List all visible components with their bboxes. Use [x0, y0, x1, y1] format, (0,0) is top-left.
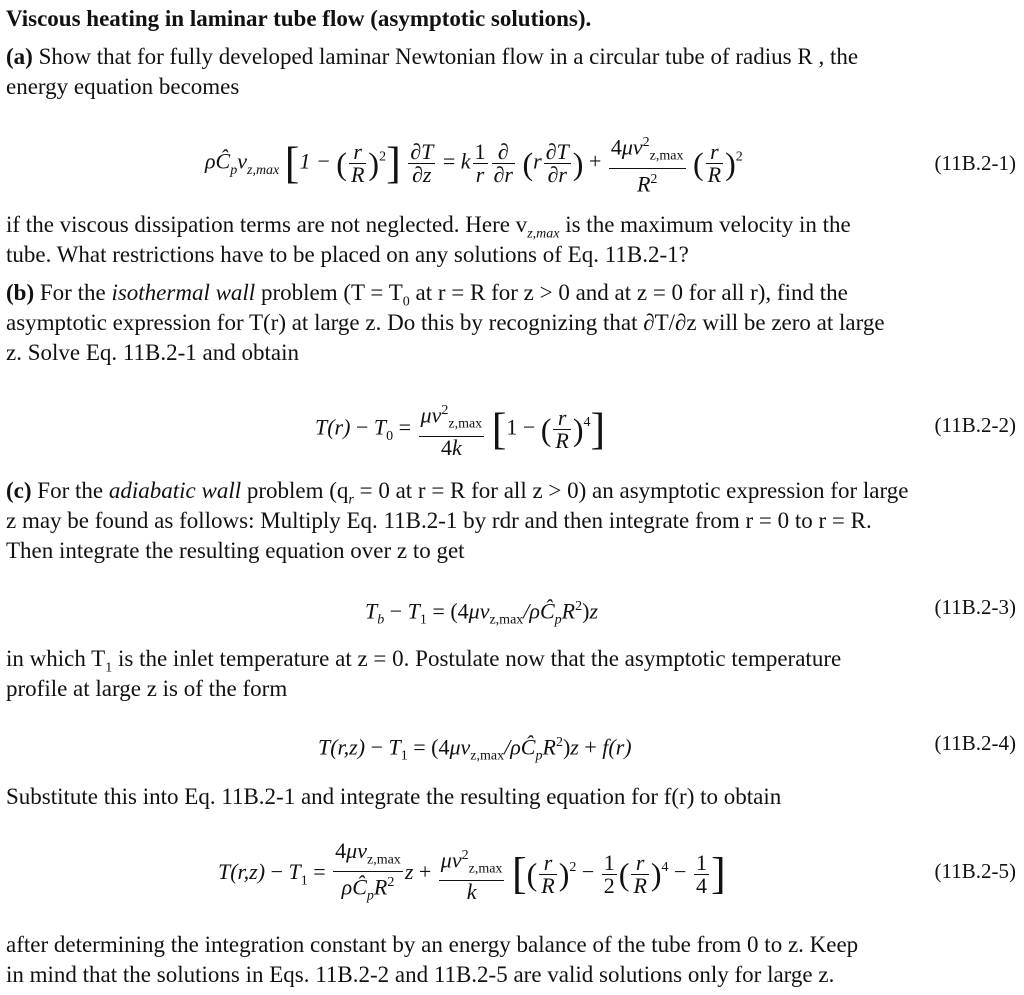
part-c-mid-3: Substitute this into Eq. 11B.2-1 and integrate the resulting equation for f(r) to obtain — [6, 784, 782, 809]
part-b-line-2: asymptotic expression for T(r) at large z. Do this by recognizing that ∂T/∂z will be zero at large — [6, 310, 885, 335]
part-a-line-2: energy equation becomes — [6, 74, 240, 99]
part-a-after-2: tube. What restrictions have to be placed on any solutions of Eq. 11B.2-1? — [6, 242, 689, 267]
equation-11B2-2: $T(r) - T_0$ = $\frac{\mu v^2_{z,max}}{4k}$ [1 − ( $\frac{r}{R}$ )$^4$] — [315, 400, 605, 459]
eq-number-11B2-1: (11B.2-1) — [934, 151, 1016, 175]
equation-11B2-4: $T(r,z) - T_1$ = $(4\mu v_{z,max}/\rho Ĉ_pR^2)z + f(r)$ — [318, 734, 632, 764]
eq-number-11B2-3: (11B.2-3) — [934, 595, 1016, 619]
eq-number-11B2-2: (11B.2-2) — [934, 413, 1016, 437]
equation-11B2-5: $T(r,z) - T_1$ = $\frac{4\mu v_{z,max}}{\rho Ĉ_pR^2}$ z + $\frac{\mu v^2_{z,max}}{k}$ [( $\frac{r}{R}$ )$^2$ − $\frac{1}{2}$ ( $\frac{r}{R}$ )$^4$ − $\frac{1}{4}$ ] — [218, 838, 726, 905]
part-a-after-1: if the viscous dissipation terms are not neglected. Here $v_{z,max}$ is the maximum velocity in the — [6, 212, 851, 242]
equation-11B2-3: $T_b - T_1$ = $(4\mu v_{z,max}/\rho Ĉ_pR^2)z$ — [365, 598, 598, 628]
part-c-mid-1: in which $T_1$ is the inlet temperature at z = 0. Postulate now that the asymptotic temperature — [6, 646, 842, 676]
eq-number-11B2-4: (11B.2-4) — [934, 731, 1016, 755]
part-c-label: (c) — [6, 478, 32, 503]
equation-11B2-1: $\rho Ĉ_pv_{z,max}$ [1 − ( $\frac{r}{R}$ )$^2$] $\frac{\partial T}{\partial z}$ = k $\frac{1}{r}$ $\frac{\partial}{\partial r}$ (r $\frac{\partial T}{\partial r}$ ) + $\frac{4\mu v^2_{z,max}}{R^2}$ ( $\frac{r}{R}$ )$^2$ — [205, 132, 743, 195]
part-c-mid-2: profile at large z is of the form — [6, 676, 288, 701]
part-c-line-1: (c) For the adiabatic wall problem ($q_r = 0$ at r = R for all z > 0) an asymptotic expression for large — [6, 478, 909, 508]
part-c-end-2: in mind that the solutions in Eqs. 11B.2-2 and 11B.2-5 are valid solutions only for large z. — [6, 962, 835, 987]
part-a-line-1: (a) Show that for fully developed laminar Newtonian flow in a circular tube of radius R , the — [6, 44, 859, 69]
part-b-line-1: (b) For the isothermal wall problem ($T = T_0$ at r = R for z > 0 and at z = 0 for all r), find the — [6, 280, 848, 310]
part-c-line-2: z may be found as follows: Multiply Eq. 11B.2-1 by rdr and then integrate from r = 0 to r = R. — [6, 508, 872, 533]
part-c-end-1: after determining the integration constant by an energy balance of the tube from 0 to z. Keep — [6, 932, 859, 957]
part-a-label: (a) — [6, 44, 33, 69]
part-c-line-3: Then integrate the resulting equation over z to get — [6, 538, 465, 563]
part-b-label: (b) — [6, 280, 35, 305]
problem-title: Viscous heating in laminar tube flow (asymptotic solutions). — [6, 6, 592, 31]
eq-number-11B2-5: (11B.2-5) — [934, 859, 1016, 883]
part-b-line-3: z. Solve Eq. 11B.2-1 and obtain — [6, 340, 299, 365]
